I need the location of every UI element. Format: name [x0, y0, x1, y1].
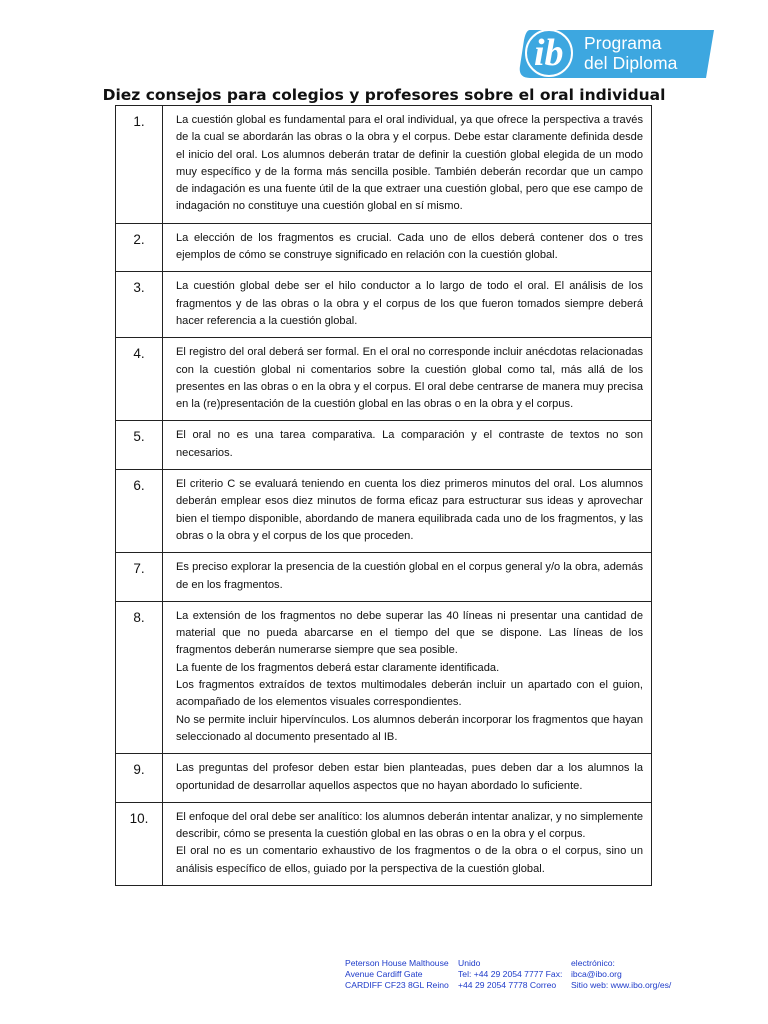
tip-paragraph: La fuente de los fragmentos deberá estar claramente identificada.: [176, 661, 500, 674]
tips-table-body: [116, 106, 652, 886]
ib-mark-icon: ib: [534, 32, 564, 74]
logo-line-2: del Diploma: [584, 53, 678, 73]
tip-text: [163, 272, 652, 338]
tip-row: [116, 802, 652, 885]
tips-table: [115, 105, 652, 886]
tip-paragraph: El criterio C se evaluará teniendo en cuenta los diez primeros minutos del oral. Los alumnos deberán emplear esos diez minutos de forma eficaz para estructurar sus ideas y aprovechar bien el tiempo disponible, abordando de manera equilibrada cada uno de los fragmentos, y las obras o la obra y el corpus de los que proceden.: [176, 478, 643, 542]
tip-number: 4.: [116, 338, 163, 421]
footer-address: [345, 958, 449, 991]
footer-line: Unido: [458, 958, 481, 968]
tip-text: [163, 338, 652, 421]
footer-line: CARDIFF CF23 8GL Reino: [345, 980, 449, 990]
tip-number: 9.: [116, 754, 163, 803]
tip-text: [163, 802, 652, 885]
tip-paragraph: El registro del oral deberá ser formal. En el oral no corresponde incluir anécdotas relacionadas con la cuestión global ni comentarios sobre la cuestión global como tal, más allá de los presentes en las obras o en la obra y el corpus. El oral debe centrarse de manera muy precisa en la (re)presentación de la cuestión global en las obras o en la obra y el corpus.: [176, 346, 643, 411]
tip-paragraph: La cuestión global debe ser el hilo conductor a lo largo de todo el oral. El análisis de los fragmentos y de las obras o la obra y el corpus de los que fueron tomados siempre deberá hacer referencia a la cuestión global.: [176, 280, 643, 327]
tip-paragraph: Los fragmentos extraídos de textos multimodales deberán incluir un apartado con el guion, acompañado de los elementos visuales correspondientes.: [176, 679, 643, 709]
footer-line: electrónico:: [571, 958, 615, 968]
ib-diploma-logo: [518, 26, 714, 82]
tip-number: 5.: [116, 421, 163, 470]
tip-row: [116, 601, 652, 753]
tip-number: 6.: [116, 470, 163, 553]
tip-paragraph: El enfoque del oral debe ser analítico: los alumnos deberán intentar analizar, y no simplemente describir, cómo se presenta la cuestión global en las obras o en la obra y el corpus.: [176, 810, 643, 841]
tip-row: [116, 223, 652, 272]
tip-paragraph: El oral no es un comentario exhaustivo de los fragmentos o de la obra o el corpus, sino un análisis específico de ellos, guiado por la perspectiva de la cuestión global.: [176, 845, 643, 875]
tip-text: [163, 754, 652, 803]
tip-paragraph: La elección de los fragmentos es crucial. Cada uno de ellos deberá contener dos o tres ejemplos de cómo se construye significado en relación con la cuestión global.: [176, 231, 643, 262]
document-title: Diez consejos para colegios y profesores sobre el oral individual: [102, 86, 666, 104]
tip-text: [163, 601, 652, 753]
tip-row: [116, 338, 652, 421]
tip-row: [116, 754, 652, 803]
footer-line: Tel: +44 29 2054 7777 Fax:: [458, 969, 563, 979]
footer-email-link[interactable]: ibca@ibo.org: [571, 969, 622, 979]
tip-number: 2.: [116, 223, 163, 272]
tip-row: [116, 470, 652, 553]
tip-paragraph: Es preciso explorar la presencia de la cuestión global en el corpus general y/o la obra, además de en los fragmentos.: [176, 561, 643, 591]
footer-line: +44 29 2054 7778 Correo: [458, 980, 557, 990]
tip-number: 7.: [116, 553, 163, 602]
tip-row: [116, 553, 652, 602]
tip-row: [116, 421, 652, 470]
tip-row: [116, 106, 652, 224]
logo-line-1: Programa: [584, 33, 662, 53]
tip-number: 8.: [116, 601, 163, 753]
logo-text: [584, 33, 678, 73]
tip-text: [163, 106, 652, 224]
tip-paragraph: La cuestión global es fundamental para el oral individual, ya que ofrece la perspectiva a través de la cual se abordarán las obras o la obra y el corpus. Debe estar claramente definida desde el inicio del oral. Los alumnos deberán tratar de definir la cuestión global elegida de un modo muy específico y de la forma más sencilla posible. También deberán recordar que un campo de indagación es una fuente útil de la que extraer una cuestión global, pero que ese campo de indagación no constituye una cuestión global en sí mismo.: [176, 114, 643, 213]
tip-paragraph: Las preguntas del profesor deben estar bien planteadas, pues deben dar a los alumnos la oportunidad de desarrollar aquellos aspectos que no hayan abordado lo suficiente.: [176, 762, 643, 792]
footer-phone: [458, 958, 562, 991]
tip-paragraph: No se permite incluir hipervínculos. Los alumnos deberán incorporar los fragmentos que hayan seleccionado al documento presentado al IB.: [176, 713, 643, 743]
footer-line: Peterson House Malthouse: [345, 958, 449, 968]
tip-number: 1.: [116, 106, 163, 224]
tip-paragraph: La extensión de los fragmentos no debe superar las 40 líneas ni presentar una cantidad de material que no pueda abarcarse en el tiempo del que se dispone. Las líneas de los fragmentos deberán numerarse siempre que sea posible.: [176, 609, 643, 657]
tip-row: [116, 272, 652, 338]
tip-paragraph: El oral no es una tarea comparativa. La comparación y el contraste de textos no son necesarios.: [176, 429, 643, 459]
tip-text: [163, 470, 652, 553]
footer-line: Avenue Cardiff Gate: [345, 969, 423, 979]
footer-website-link[interactable]: Sitio web: www.ibo.org/es/: [571, 980, 672, 990]
tip-number: 3.: [116, 272, 163, 338]
tip-text: [163, 421, 652, 470]
tip-number: 10.: [116, 802, 163, 885]
footer-email-web: [571, 958, 671, 991]
tip-text: [163, 223, 652, 272]
tip-text: [163, 553, 652, 602]
